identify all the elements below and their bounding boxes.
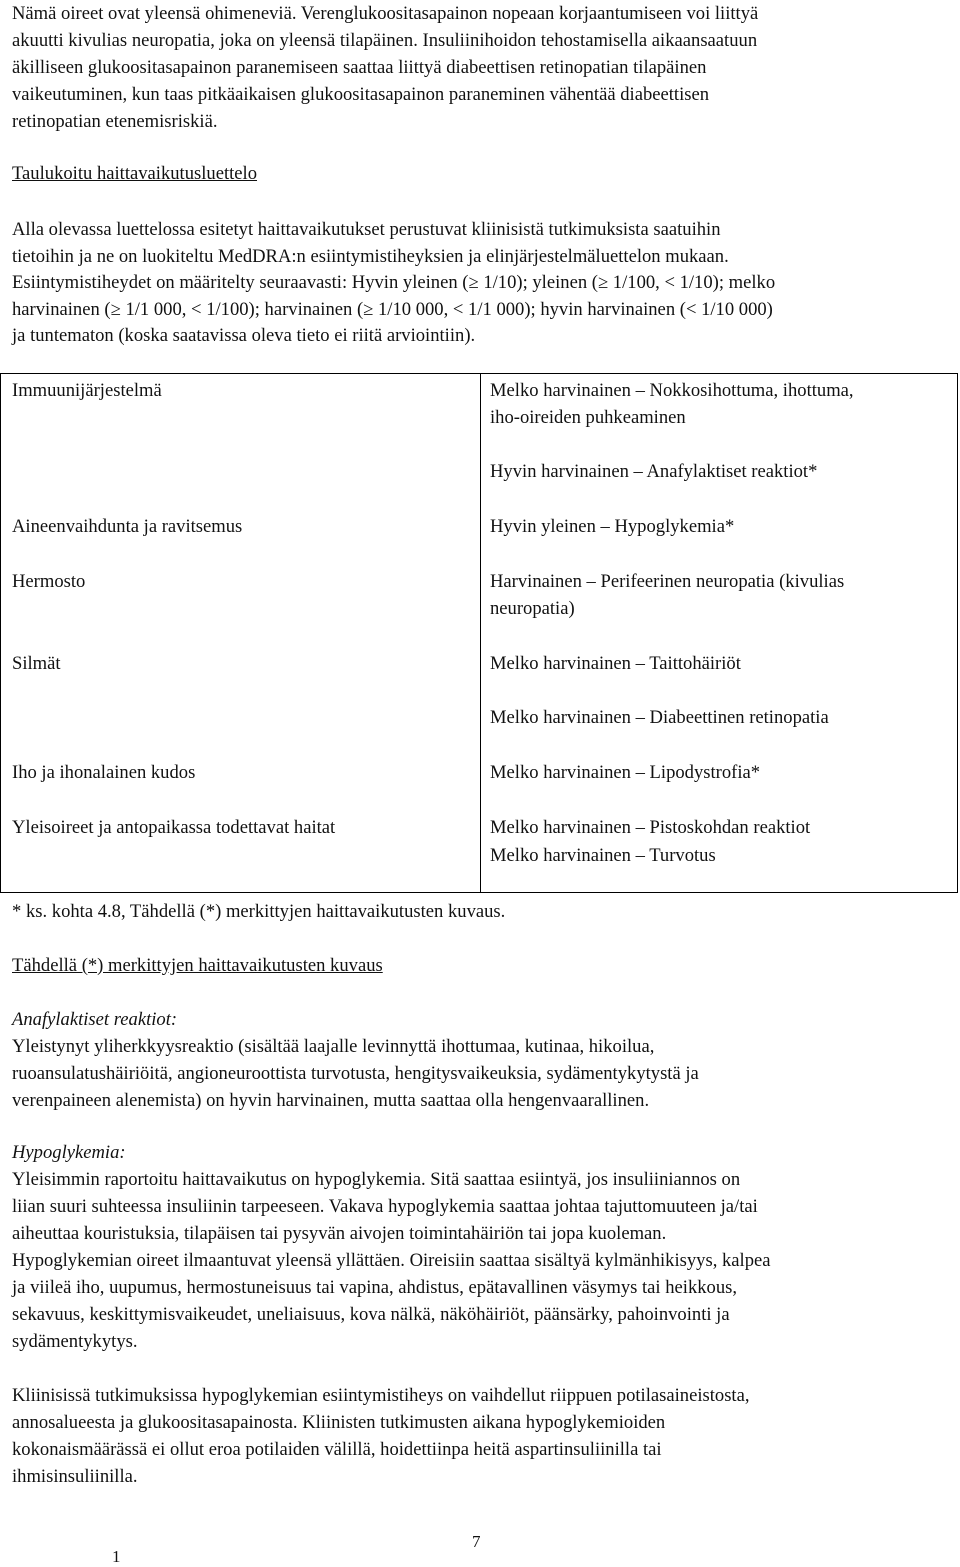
- reaction-hypoglycemia: Hyvin yleinen – Hypoglykemia*: [490, 516, 735, 537]
- intro-line-4: vaikeutuminen, kun taas pitkäaikaisen glukoositasapainon paraneminen vähentää diabeettisen: [12, 84, 710, 105]
- anaphylaxis-line-3: verenpaineen alenemista) on hyvin harvinainen, mutta saattaa olla hengenvaarallinen.: [12, 1090, 650, 1111]
- reaction-neuropathy: Harvinainen – Perifeerinen neuropatia (kivulias: [490, 571, 845, 592]
- list-intro-line-2: tietoihin ja ne on luokiteltu MedDRA:n esiintymistiheyksien ja elinjärjestelmäluettelon mukaan.: [12, 246, 729, 267]
- list-intro-line-3: Esiintymistiheydet on määritelty seuraavasti: Hyvin yleinen (≥ 1/10); yleinen (≥ 1/100, < 1/10); melko: [12, 272, 776, 293]
- list-intro-line-4: harvinainen (≥ 1/1 000, < 1/100); harvinainen (≥ 1/10 000, < 1/1 000); hyvin harvinainen (< 1/10 000): [12, 299, 773, 320]
- clinical-line-3: kokonaismäärässä ei ollut eroa potilaiden välillä, hoidettiinpa heitä aspartinsuliinilla tai: [12, 1439, 662, 1460]
- clinical-line-1: Kliinisissä tutkimuksissa hypoglykemian esiintymistiheys on vaihdellut riippuen potilasaineistosta,: [12, 1385, 750, 1406]
- reaction-urticaria: Melko harvinainen – Nokkosihottuma, ihottuma,: [490, 380, 854, 401]
- list-intro-line-1: Alla olevassa luettelossa esitetyt haittavaikutukset perustuvat kliinisistä tutkimuksista saatuihin: [12, 219, 721, 240]
- table-footnote: * ks. kohta 4.8, Tähdellä (*) merkittyjen haittavaikutusten kuvaus.: [12, 901, 506, 922]
- hypoglycemia-line-5: ja viileä iho, uupumus, hermostuneisuus tai vapina, ahdistus, epätavallinen väsymys tai heikkous,: [12, 1277, 738, 1298]
- clinical-line-2: annosalueesta ja glukoositasapainosta. Kliinisten tutkimusten aikana hypoglykemioiden: [12, 1412, 666, 1433]
- list-intro-line-5: ja tuntematon (koska saatavissa oleva tieto ei riitä arviointiin).: [12, 325, 476, 346]
- hypoglycemia-title: Hypoglykemia:: [12, 1142, 126, 1163]
- organ-class-nervous: Hermosto: [12, 571, 86, 592]
- section-heading: Taulukoitu haittavaikutusluettelo: [12, 163, 258, 184]
- clinical-line-4: ihmisinsuliinilla.: [12, 1466, 138, 1487]
- reaction-neuropathy-cont: neuropatia): [490, 598, 575, 619]
- organ-class-immune: Immuunijärjestelmä: [12, 380, 162, 401]
- anaphylaxis-line-1: Yleistynyt yliherkkyysreaktio (sisältää laajalle levinnyttä ihottumaa, kutinaa, hikoilua,: [12, 1036, 655, 1057]
- intro-line-2: akuutti kivulias neuropatia, joka on yleensä tilapäinen. Insuliinihoidon tehostamisella aikaansaatuun: [12, 30, 758, 51]
- reaction-anaphylaxis: Hyvin harvinainen – Anafylaktiset reaktiot*: [490, 461, 818, 482]
- hypoglycemia-line-1: Yleisimmin raportoitu haittavaikutus on hypoglykemia. Sitä saattaa esiintyä, jos insuliiniannos on: [12, 1169, 741, 1190]
- organ-class-metabolism: Aineenvaihdunta ja ravitsemus: [12, 516, 243, 537]
- reaction-refraction: Melko harvinainen – Taittohäiriöt: [490, 653, 741, 674]
- intro-line-5: retinopatian etenemisriskiä.: [12, 111, 218, 132]
- hypoglycemia-line-6: sekavuus, keskittymisvaikeudet, uneliaisuus, kova nälkä, näköhäiriöt, päänsärky, pahoinvointi ja: [12, 1304, 730, 1325]
- intro-line-3: äkilliseen glukoositasapainon paranemiseen saattaa liittyä diabeettisen retinopatian tilapäinen: [12, 57, 707, 78]
- organ-class-eye: Silmät: [12, 653, 61, 674]
- organ-class-general: Yleisoireet ja antopaikassa todettavat haitat: [12, 817, 336, 838]
- reaction-urticaria-cont: iho-oireiden puhkeaminen: [490, 407, 686, 428]
- reaction-injection-site: Melko harvinainen – Pistoskohdan reaktiot: [490, 817, 811, 838]
- hypoglycemia-line-7: sydämentykytys.: [12, 1331, 138, 1352]
- description-heading: Tähdellä (*) merkittyjen haittavaikutusten kuvaus: [12, 955, 383, 976]
- footer-mark: 1: [112, 1547, 121, 1566]
- reaction-lipodystrophy: Melko harvinainen – Lipodystrofia*: [490, 762, 761, 783]
- reaction-retinopathy: Melko harvinainen – Diabeettinen retinopatia: [490, 707, 829, 728]
- anaphylaxis-title: Anafylaktiset reaktiot:: [12, 1009, 178, 1030]
- hypoglycemia-line-4: Hypoglykemian oireet ilmaantuvat yleensä yllättäen. Oireisiin saattaa sisältyä kylmänhikisyys, kalpea: [12, 1250, 771, 1271]
- organ-class-skin: Iho ja ihonalainen kudos: [12, 762, 196, 783]
- hypoglycemia-line-3: aiheuttaa kouristuksia, tilapäisen tai pysyvän aivojen toimintahäiriön tai jopa kuoleman.: [12, 1223, 667, 1244]
- intro-line-1: Nämä oireet ovat yleensä ohimeneviä. Verenglukoositasapainon nopeaan korjaantumiseen voi liittyä: [12, 3, 759, 24]
- anaphylaxis-line-2: ruoansulatushäiriöitä, angioneuroottista turvotusta, hengitysvaikeuksia, sydämentykytystä ja: [12, 1063, 699, 1084]
- reaction-oedema: Melko harvinainen – Turvotus: [490, 845, 716, 866]
- hypoglycemia-line-2: liian suuri suhteessa insuliinin tarpeeseen. Vakava hypoglykemia saattaa johtaa tajuttomuuteen ja/tai: [12, 1196, 758, 1217]
- page-number: 7: [472, 1532, 481, 1551]
